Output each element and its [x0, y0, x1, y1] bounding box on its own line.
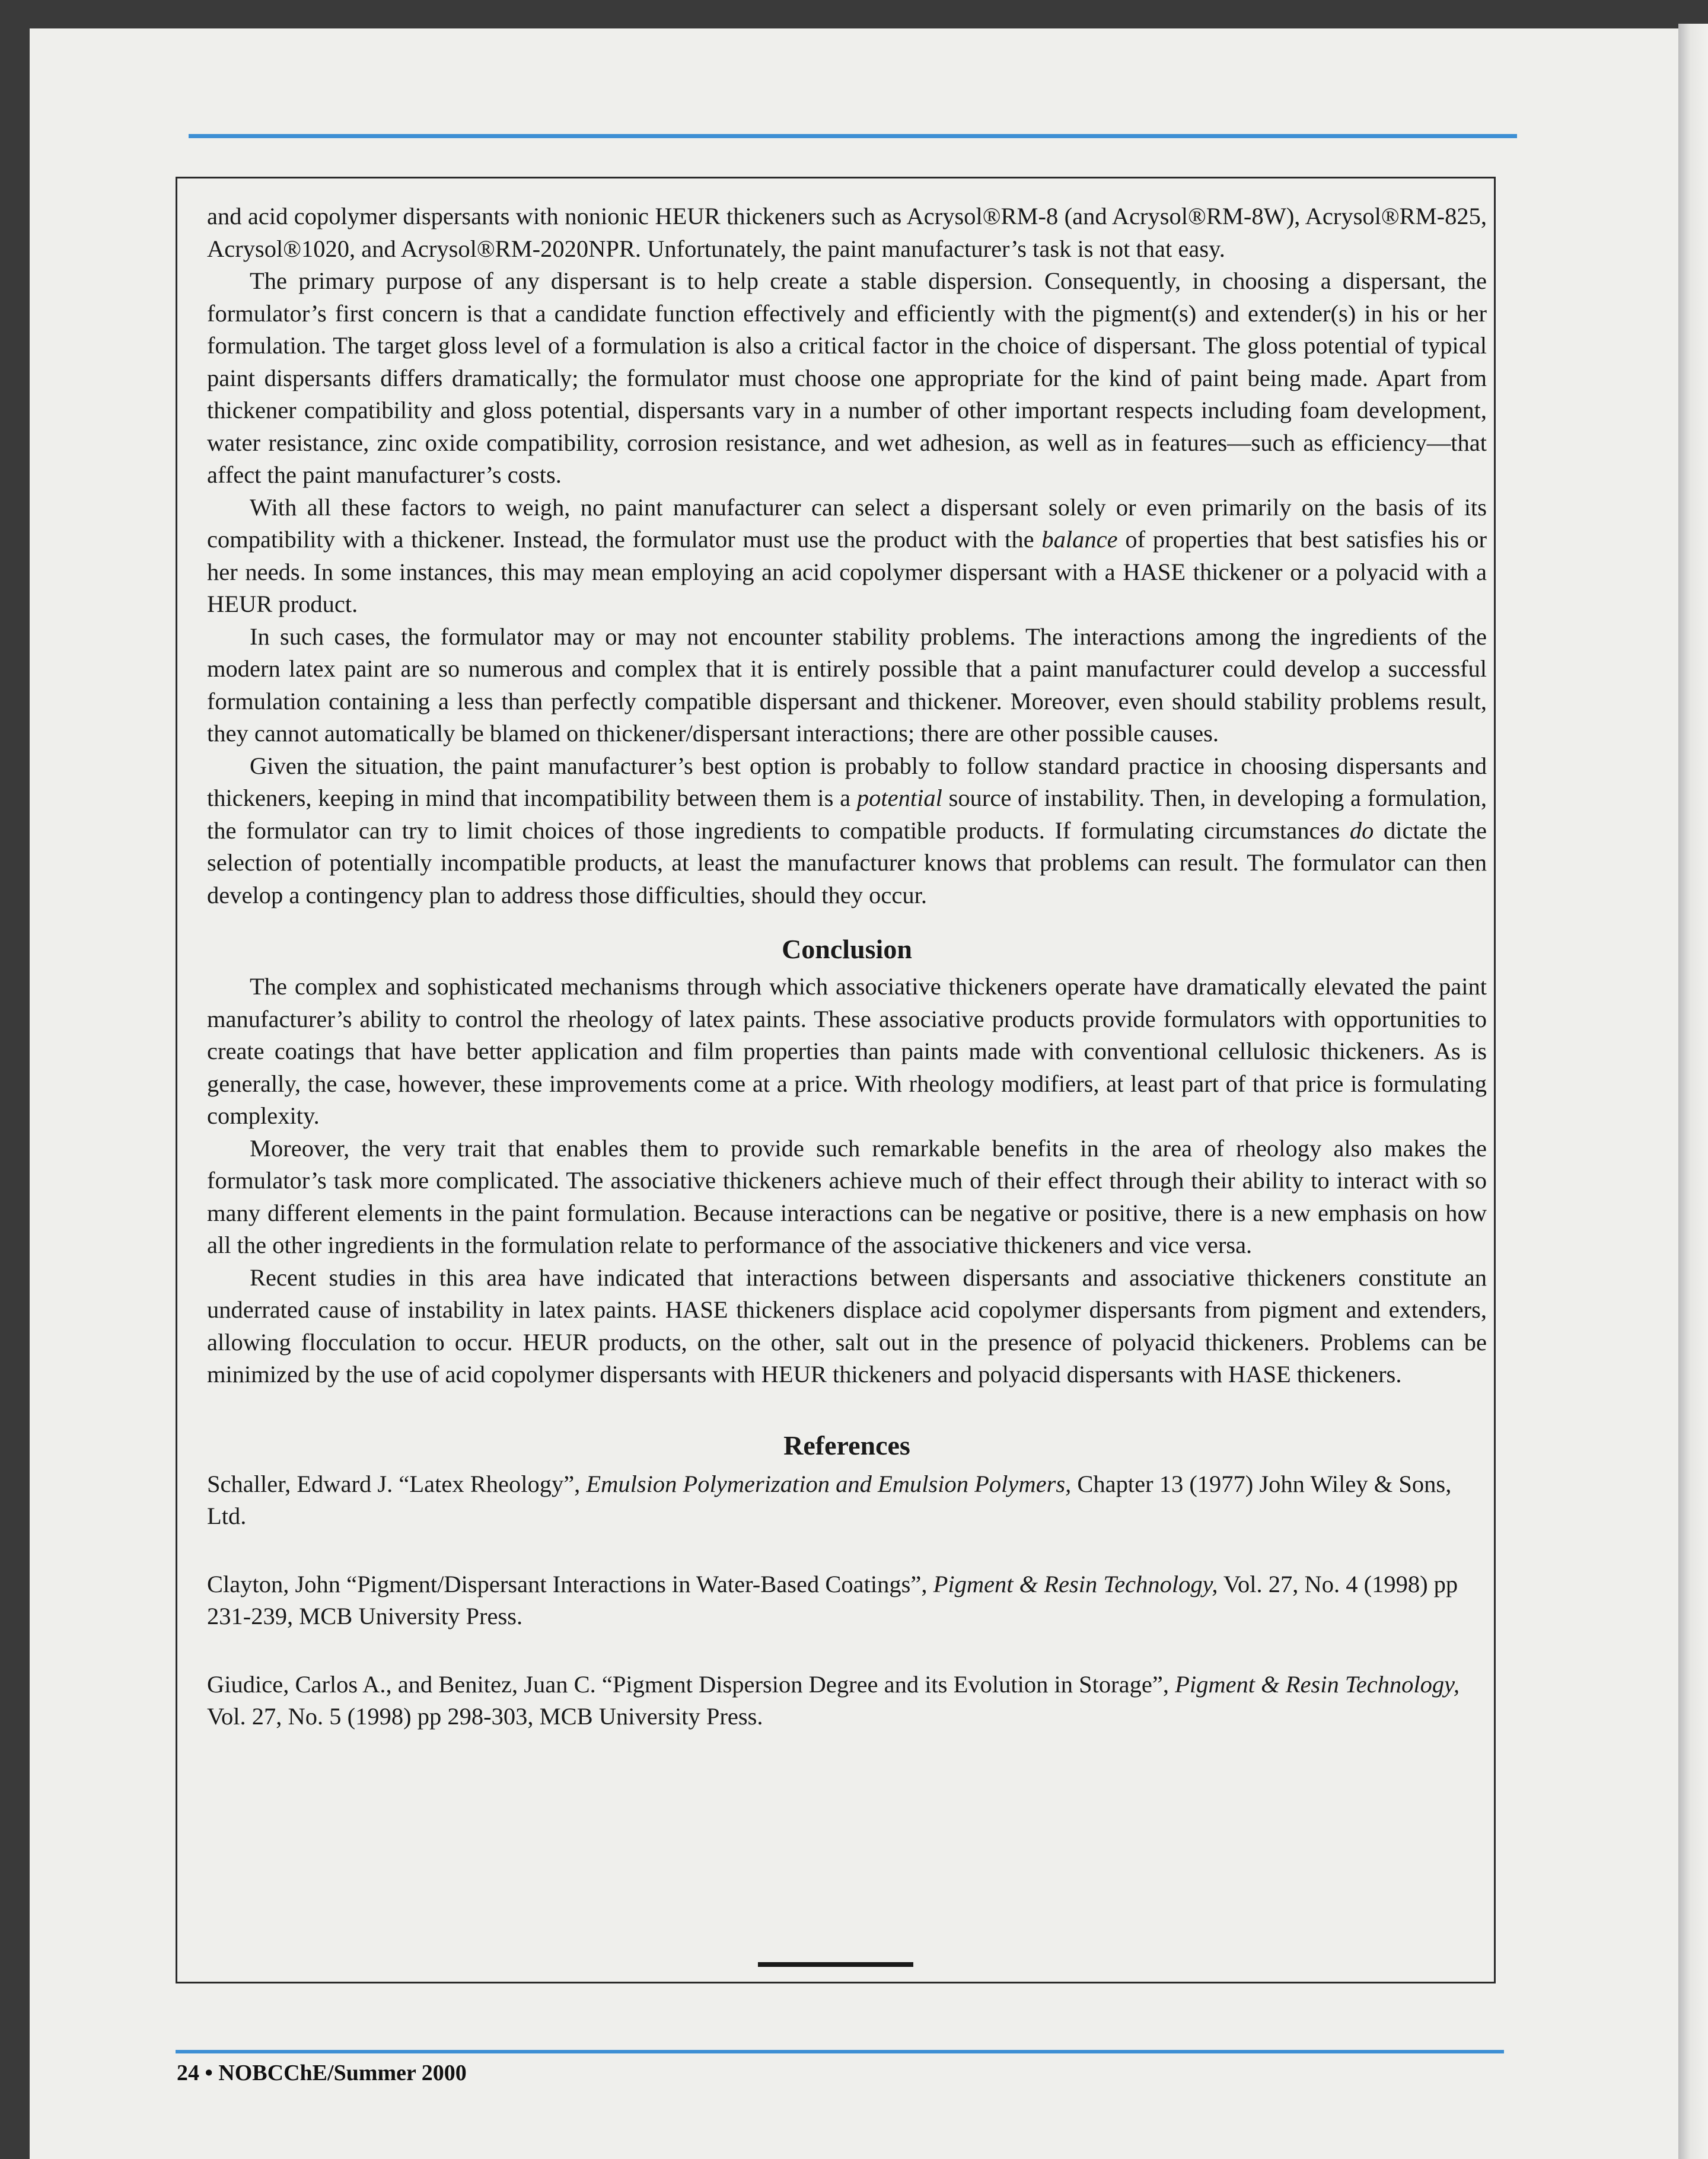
paragraph-best-option [207, 750, 1487, 912]
paragraph-balance [207, 492, 1487, 621]
emphasis-do: do [1349, 817, 1374, 844]
article-body [207, 200, 1487, 1769]
next-page-edge [1678, 24, 1708, 2159]
emphasis-balance: balance [1041, 526, 1118, 553]
conclusion-paragraph: The complex and sophisticated mechanisms through which associative thickeners operate have dramatically elevated the paint manufacturer’s ability to control the rheology of latex paints. These associative products provide formulators with opportunities to create coatings that have better application and film properties than paints made with conventional cellulosic thickeners. As is generally, the case, however, these improvements come at a price. With rheology modifiers, at least part of that price is formulating complexity. [207, 973, 1487, 1129]
references-heading: References [783, 1430, 910, 1460]
text-span: With all these factors to weigh, no paint manufacturer can select a dispersant solely or even primarily on the basis of its compatibility with a thickener. Instead, the formulator must use the product with the [207, 493, 1487, 553]
text-span: Schaller, Edward J. “Latex Rheology”, [207, 1470, 587, 1497]
text-span: of properties that best satisfies his or her needs. In some instances, this may mean employing an acid copolymer dispersant with a HASE thickener or a polyacid with a HEUR product. [207, 526, 1487, 617]
reference-item [207, 1468, 1487, 1533]
text-span: dictate the selection of potentially incompatible products, at least the manufacturer knows that problems can result. The formulator can then develop a contingency plan to address those difficulties, should they occur. [207, 817, 1487, 908]
text-span: Vol. 27, No. 5 (1998) pp 298-303, MCB University Press. [207, 1703, 763, 1730]
reference-title: Pigment & Resin Technology, [933, 1570, 1218, 1597]
paragraph-continuation: and acid copolymer dispersants with nonionic HEUR thickeners such as Acrysol®RM-8 (and Acrysol®RM-8W), Acrysol®RM-825, Acrysol®1020, and Acrysol®RM-2020NPR. Unfortunately, the paint manufacturer’s task is not that easy. [207, 203, 1487, 262]
reference-title: Emulsion Polymerization and Emulsion Polymers, [586, 1470, 1072, 1497]
text-span: Vol. 27, No. 4 (1998) pp 231-239, MCB University Press. [207, 1570, 1458, 1629]
reference-item [207, 1669, 1487, 1733]
paragraph-dispersant-purpose: The primary purpose of any dispersant is to help create a stable dispersion. Consequently, in choosing a dispersant, the formulator’s first concern is that a candidate function effectively and efficiently with the pigment(s) and extender(s) in his or her formulation. The target gloss level of a formulation is also a critical factor in the choice of dispersant. The gloss potential of typical paint dispersants differs dramatically; the formulator must choose one appropriate for the kind of paint being made. Apart from thickener compatibility and gloss potential, dispersants vary in a number of other important respects including foam development, water resistance, zinc oxide compatibility, corrosion resistance, and wet adhesion, as well as in features—such as efficiency—that affect the paint manufacturer’s costs. [207, 267, 1487, 488]
reference-title: Pigment & Resin Technology, [1175, 1670, 1460, 1698]
text-span: Giudice, Carlos A., and Benitez, Juan C. “Pigment Dispersion Degree and its Evolution in Storage”, [207, 1670, 1175, 1698]
conclusion-paragraph: Moreover, the very trait that enables them to provide such remarkable benefits in the area of rheology also makes the formulator’s task more complicated. The associative thickeners achieve much of their effect through their ability to interact with so many different elements in the paint formulation. Because interactions can be negative or positive, there is a new emphasis on how all the other ingredients in the formulation relate to performance of the associative thickeners and vice versa. [207, 1134, 1487, 1258]
text-span: Given the situation, the paint manufacturer’s best option is probably to follow standard practice in choosing dispersants and thickeners, keeping in mind that incompatibility between them is a [207, 752, 1487, 811]
text-span: Clayton, John “Pigment/Dispersant Interactions in Water-Based Coatings”, [207, 1570, 933, 1597]
page-footer: 24 • NOBCChE/Summer 2000 [177, 2061, 467, 2085]
conclusion-heading: Conclusion [782, 934, 912, 964]
conclusion-paragraph: Recent studies in this area have indicated that interactions between dispersants and associative thickeners constitute an underrated cause of instability in latex paints. HASE thickeners displace acid copolymer dispersants from pigment and extenders, allowing flocculation to occur. HEUR products, on the other, salt out in the presence of polyacid thickeners. Problems can be minimized by the use of acid copolymer dispersants with HEUR thickeners and polyacid dispersants with HASE thickeners. [207, 1264, 1487, 1388]
text-span: source of instability. Then, in developing a formulation, the formulator can try to limit choices of those ingredients to compatible products. If formulating circumstances [207, 784, 1487, 844]
emphasis-potential: potential [856, 784, 942, 811]
reference-item [207, 1568, 1487, 1633]
top-blue-rule [189, 134, 1517, 138]
paragraph-stability: In such cases, the formulator may or may not encounter stability problems. The interactions among the ingredients of the modern latex paint are so numerous and complex that it is entirely possible that a paint manufacturer could develop a successful formulation containing a less than perfectly compatible dispersant and thickener. Moreover, even should stability problems result, they cannot automatically be blamed on thickener/dispersant interactions; there are other possible causes. [207, 623, 1487, 747]
text-span: Chapter 13 (1977) John Wiley & Sons, Ltd. [207, 1470, 1452, 1529]
end-mark-bar [758, 1962, 913, 1967]
bottom-blue-rule [176, 2050, 1504, 2053]
